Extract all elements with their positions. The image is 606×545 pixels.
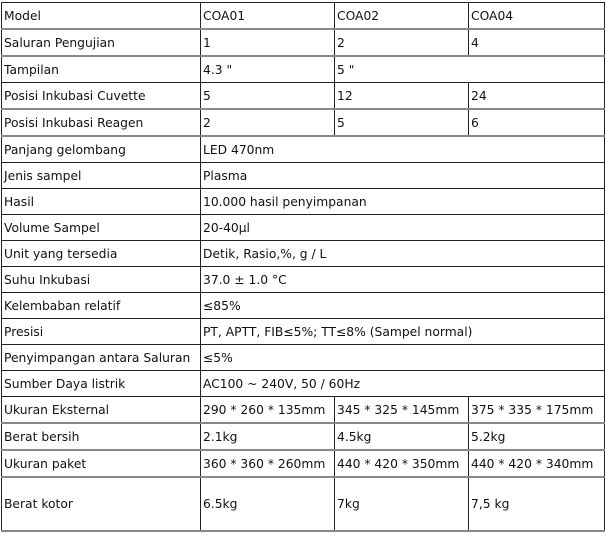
- table-row: [2, 189, 605, 215]
- cell-value: PT, APTT, FIB≤5%; TT≤8% (Sampel normal): [201, 319, 605, 345]
- table-row: [2, 56, 605, 83]
- row-label: Posisi Inkubasi Reagen: [2, 109, 201, 136]
- cell-value: Plasma: [201, 163, 605, 189]
- row-label: Ukuran paket: [2, 450, 201, 477]
- table-row: [2, 293, 605, 319]
- row-label: Posisi Inkubasi Cuvette: [2, 83, 201, 110]
- cell-value: 345 * 325 * 145mm: [335, 397, 469, 424]
- table-header-row: [2, 3, 605, 30]
- cell-value: 5: [201, 83, 335, 110]
- row-label: Saluran Pengujian: [2, 29, 201, 56]
- cell-value: 360 * 360 * 260mm: [201, 450, 335, 477]
- cell-value: 1: [201, 29, 335, 56]
- cell-value: Detik, Rasio,%, g / L: [201, 241, 605, 267]
- cell-value: ≤85%: [201, 293, 605, 319]
- table-row: [2, 450, 605, 477]
- row-label: Presisi: [2, 319, 201, 345]
- table-row: [2, 215, 605, 241]
- table-row: [2, 477, 605, 531]
- cell-value: 5: [335, 109, 469, 136]
- cell-value: 2: [201, 109, 335, 136]
- cell-value: 4.5kg: [335, 423, 469, 450]
- cell-value: 37.0 ± 1.0 °C: [201, 267, 605, 293]
- row-label: Volume Sampel: [2, 215, 201, 241]
- cell-value: LED 470nm: [201, 136, 605, 163]
- table-row: [2, 241, 605, 267]
- cell-value: 440 * 420 * 350mm: [335, 450, 469, 477]
- row-label: Kelembaban relatif: [2, 293, 201, 319]
- row-label: Sumber Daya listrik: [2, 371, 201, 397]
- row-label: Suhu Inkubasi: [2, 267, 201, 293]
- row-label: Panjang gelombang: [2, 136, 201, 163]
- cell-value: 2.1kg: [201, 423, 335, 450]
- cell-value: 440 * 420 * 340mm: [469, 450, 605, 477]
- cell-value: 6.5kg: [201, 477, 335, 531]
- row-label: Berat kotor: [2, 477, 201, 531]
- header-model: Model: [2, 3, 201, 30]
- cell-value: 12: [335, 83, 469, 110]
- row-label: Hasil: [2, 189, 201, 215]
- cell-value: 5 ": [335, 56, 605, 83]
- cell-value: 7kg: [335, 477, 469, 531]
- row-label: Berat bersih: [2, 423, 201, 450]
- row-label: Tampilan: [2, 56, 201, 83]
- cell-value: 4: [469, 29, 605, 56]
- cell-value: 375 * 335 * 175mm: [469, 397, 605, 424]
- row-label: Jenis sampel: [2, 163, 201, 189]
- table-row: [2, 371, 605, 397]
- cell-value: 5.2kg: [469, 423, 605, 450]
- cell-value: 20-40μl: [201, 215, 605, 241]
- table-row: [2, 397, 605, 424]
- row-label: Ukuran Eksternal: [2, 397, 201, 424]
- table-row: [2, 423, 605, 450]
- cell-value: AC100 ~ 240V, 50 / 60Hz: [201, 371, 605, 397]
- cell-value: 4.3 ": [201, 56, 335, 83]
- table-row: [2, 136, 605, 163]
- table-row: [2, 163, 605, 189]
- header-coa02: COA02: [335, 3, 469, 30]
- cell-value: 7,5 kg: [469, 477, 605, 531]
- cell-value: 24: [469, 83, 605, 110]
- header-coa01: COA01: [201, 3, 335, 30]
- cell-value: 2: [335, 29, 469, 56]
- cell-value: 290 * 260 * 135mm: [201, 397, 335, 424]
- row-label: Unit yang tersedia: [2, 241, 201, 267]
- table-row: [2, 83, 605, 110]
- table-row: [2, 267, 605, 293]
- cell-value: 10.000 hasil penyimpanan: [201, 189, 605, 215]
- spec-table: [1, 2, 605, 532]
- table-row: [2, 345, 605, 371]
- cell-value: 6: [469, 109, 605, 136]
- table-row: [2, 109, 605, 136]
- cell-value: ≤5%: [201, 345, 605, 371]
- header-coa04: COA04: [469, 3, 605, 30]
- row-label: Penyimpangan antara Saluran: [2, 345, 201, 371]
- table-row: [2, 29, 605, 56]
- table-row: [2, 319, 605, 345]
